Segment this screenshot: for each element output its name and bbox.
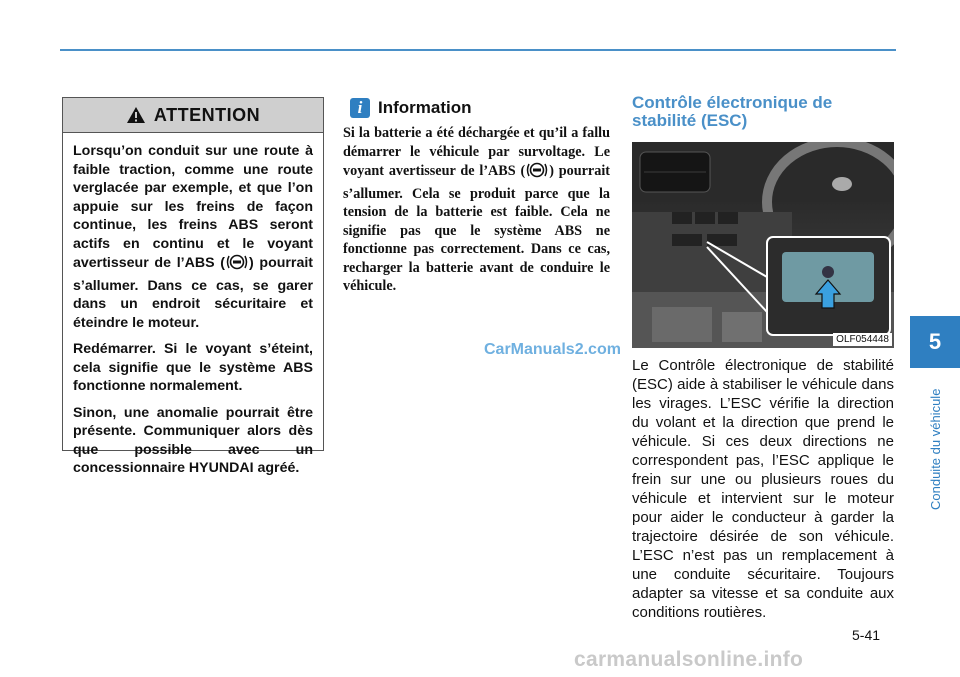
attention-box — [62, 97, 324, 476]
attention-header — [63, 98, 323, 133]
information-title: Information — [378, 98, 472, 117]
abs-warning-icon — [526, 161, 548, 185]
esc-button-photo — [632, 142, 894, 348]
information-text-part: Si la batterie a été déchargée et qu’il a fallu démarrer le véhicule par survoltage. Le voyant avertisseur de l’ABS ( — [343, 125, 610, 179]
information-text — [343, 124, 610, 296]
attention-text: ) pourrait s’allumer. Dans ce cas, se garer dans un endroit sécuritaire et éteindre le moteur. — [73, 255, 313, 331]
attention-paragraph-1 — [73, 142, 313, 332]
esc-section-title: Contrôle électronique de stabilité (ESC) — [632, 93, 833, 130]
page-number: 5-41 — [852, 627, 881, 643]
watermark-link[interactable]: CarManuals2.com — [484, 341, 621, 358]
attention-paragraph-3: Sinon, une anomalie pourrait être présente. Communiquer alors dès que possible avec un concessionnaire HYUNDAI agréé. — [73, 404, 313, 476]
attention-text: Lorsqu’on conduit sur une route à faible traction, comme une route verglacée par exemple, et que l’on appuie sur les freins de façon continue, les freins ABS seront actifs en continu et le voyant avertisseur de l’ABS ( — [73, 143, 313, 271]
info-icon: i — [350, 98, 370, 118]
attention-body — [63, 133, 323, 478]
warning-triangle-icon — [126, 106, 146, 124]
footer-watermark[interactable]: carmanualsonline.info — [574, 648, 804, 671]
attention-paragraph-2: Redémarrer. Si le voyant s’éteint, cela signifie que le système ABS fonctionne normalement. — [73, 341, 313, 394]
chapter-name-vertical: Conduite du véhicule — [928, 388, 943, 510]
top-rule — [60, 49, 896, 51]
abs-warning-icon — [226, 253, 248, 277]
attention-title: ATTENTION — [153, 104, 261, 125]
esc-description: Le Contrôle électronique de stabilité (ESC) aide à stabiliser le véhicule dans les virages. L’ESC vérifie la direction du volant et la direction que prend le véhicule. Si ces deux directions ne correspondent pas, l’ESC applique le frein sur une ou plusieurs roues du véhicule et intervient sur le moteur pour aider le conducteur à garder la trajectoire désirée de son véhicule. L’ESC n’est pas un remplacement à une conduite sécuritaire. Toujours adapter sa vitesse et sa conduite aux conditions routières. — [632, 357, 894, 621]
photo-reference-code: OLF054448 — [833, 333, 892, 346]
chapter-number-tab: 5 — [910, 316, 960, 368]
dashboard-illustration — [632, 142, 894, 348]
information-text-part: ) pourrait s’allumer. Cela se produit parce que la tension de la batterie est faible. Cela ne signifie pas que le système ABS ne fonctionne pas correctement. Dans ce cas, recharger la batterie avant de conduire le véhicule. — [343, 163, 610, 294]
information-header — [350, 98, 472, 118]
